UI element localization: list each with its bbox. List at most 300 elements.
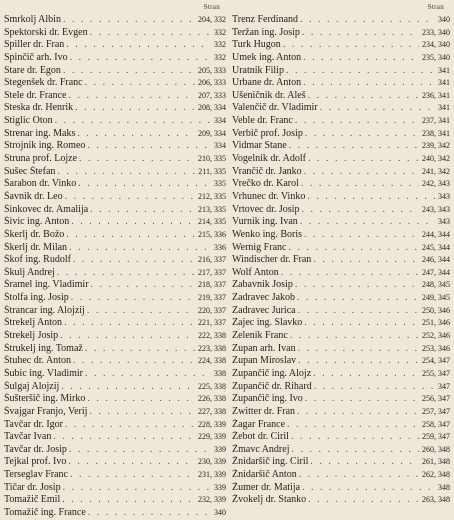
leader-dots (69, 216, 195, 229)
entry-name: Zupančič ing. Alojz (232, 367, 312, 379)
index-entry (232, 140, 450, 153)
entry-name: Wolf Anton (232, 266, 279, 278)
entry-pages: 251, 346 (422, 318, 450, 328)
leader-dots (299, 178, 419, 191)
entry-pages: 259, 347 (422, 432, 450, 442)
entry-pages: 209, 334 (198, 128, 226, 138)
entry-pages: 214, 335 (198, 217, 226, 227)
index-entry (232, 456, 450, 469)
entry-pages: 220, 337 (198, 305, 226, 315)
entry-name: Štolfa ing. Josip (4, 292, 69, 304)
entry-name: Zabavnik Josip (232, 279, 293, 291)
entry-name: Žmavc Andrej (232, 443, 290, 455)
entry-pages: 236, 341 (422, 90, 450, 100)
index-entry (232, 115, 450, 128)
entry-name: Škerlj dr. Milan (4, 241, 68, 253)
leader-dots (306, 90, 419, 103)
entry-pages: 340 (214, 507, 226, 517)
leader-dots (287, 140, 419, 153)
entry-name: Zajec ing. Slavko (232, 317, 303, 329)
entry-name: Valenčič dr. Vladimir (232, 102, 318, 114)
entry-name: Žnidaršič Anton (232, 469, 297, 481)
entry-pages: 253, 346 (422, 343, 450, 353)
entry-name: Tavčar Ivan (4, 431, 52, 443)
entry-pages: 208, 334 (198, 103, 226, 113)
entry-pages: 340 (438, 15, 450, 24)
entry-pages: 334 (214, 116, 226, 126)
index-entry (232, 204, 450, 217)
entry-name: Žumer dr. Matija (232, 481, 301, 493)
index-entry (4, 115, 226, 128)
leader-dots (67, 242, 211, 255)
index-entry (232, 279, 450, 292)
index-entry (4, 254, 226, 267)
entry-name: Turk Hugon (232, 39, 281, 51)
leader-dots (68, 52, 211, 65)
index-entry (232, 39, 450, 52)
index-entry (4, 27, 226, 40)
index-entry (232, 444, 450, 457)
entry-name: Wernig Franc (232, 241, 287, 253)
index-entry (232, 368, 450, 381)
entry-name: Šubic ing. Vladimir (4, 367, 83, 379)
leader-dots (71, 254, 195, 267)
entry-name: Štuhec dr. Anton (4, 355, 71, 367)
entry-pages: 246, 344 (422, 255, 450, 265)
column-header-right: Stran (427, 3, 444, 11)
entry-name: Vrhunec dr. Vinko (232, 190, 306, 202)
entry-name: Strojnik ing. Romeo (4, 140, 86, 152)
leader-dots (296, 343, 419, 356)
leader-dots (288, 330, 419, 343)
entry-pages: 256, 347 (422, 394, 450, 404)
index-column-left (4, 0, 226, 520)
entry-name: Tavčar dr. Josip (4, 443, 67, 455)
entry-name: Škulj Andrej (4, 266, 55, 278)
entry-pages: 249, 345 (422, 293, 450, 303)
entry-name: Veble dr. Franc (232, 115, 293, 127)
leader-dots (301, 52, 419, 65)
leader-dots (88, 27, 211, 40)
entry-pages: 229, 339 (198, 432, 226, 442)
leader-dots (295, 292, 419, 305)
leader-dots (295, 406, 419, 419)
entry-name: Stiglic Oton (4, 115, 53, 127)
leader-dots (306, 494, 419, 507)
entry-name: Zupan arh. Ivan (232, 342, 296, 354)
entry-name: Štrekelj Anton (4, 317, 63, 329)
leader-dots (293, 279, 419, 292)
leader-dots (305, 191, 435, 204)
entry-name: Wenko ing. Boris (232, 228, 303, 240)
index-entry (4, 90, 226, 103)
leader-dots (64, 229, 195, 242)
entry-pages: 334 (214, 141, 226, 151)
leader-dots (58, 330, 195, 343)
entry-pages: 216, 337 (198, 255, 226, 265)
leader-dots (302, 229, 419, 242)
entry-pages: 339 (214, 482, 226, 492)
index-entry (4, 166, 226, 179)
entry-name: Tejkal prof. Ivo (4, 456, 67, 468)
entry-name: Šramel ing. Vladimir (4, 279, 89, 291)
entry-pages: 206, 333 (198, 78, 226, 88)
index-entry (4, 279, 226, 292)
entry-name: Šulgaj Alojzij (4, 380, 60, 392)
index-entry (232, 166, 450, 179)
index-entry (4, 482, 226, 495)
entry-pages: 347 (438, 381, 450, 391)
index-entry (232, 393, 450, 406)
index-entry (4, 191, 226, 204)
entry-pages: 244, 344 (422, 229, 450, 239)
index-entry (232, 14, 450, 27)
entry-name: Žvokelj dr. Stanko (232, 494, 307, 506)
index-entry (232, 419, 450, 432)
index-entry (4, 456, 226, 469)
entry-pages: 257, 347 (422, 406, 450, 416)
index-entry (232, 27, 450, 40)
leader-dots (55, 267, 195, 280)
entry-pages: 254, 347 (422, 356, 450, 366)
entry-name: Zupančič ing. Ivo (232, 393, 303, 405)
entry-pages: 237, 341 (422, 116, 450, 126)
entry-pages: 231, 339 (198, 470, 226, 480)
entry-name: Žagar France (232, 418, 286, 430)
index-entry (232, 242, 450, 255)
entry-pages: 238, 341 (422, 128, 450, 138)
entry-pages: 263, 348 (422, 495, 450, 505)
entry-name: Stele dr. France (4, 89, 67, 101)
index-entry (232, 90, 450, 103)
entry-pages: 339 (214, 444, 226, 454)
leader-dots (61, 14, 195, 27)
index-entry (4, 140, 226, 153)
index-entry (4, 444, 226, 457)
entry-pages: 240, 342 (422, 154, 450, 164)
leader-dots (51, 431, 195, 444)
leader-dots (300, 27, 419, 40)
leader-dots (86, 507, 211, 520)
index-entry (4, 494, 226, 507)
entry-name: Vrečko dr. Karol (232, 178, 299, 190)
entry-name: Žebot dr. Ciril (232, 431, 289, 443)
entry-pages: 338 (214, 368, 226, 378)
entry-pages: 241, 342 (422, 166, 450, 176)
index-column-right (232, 0, 450, 507)
leader-dots (303, 393, 419, 406)
index-entry (4, 343, 226, 356)
entry-name: Vrančič dr. Janko (232, 165, 302, 177)
entry-pages: 242, 343 (422, 179, 450, 189)
entry-name: Vogelnik dr. Adolf (232, 153, 306, 165)
index-entry (4, 242, 226, 255)
leader-dots (75, 128, 195, 141)
entry-name: Urbane dr. Anton (232, 77, 302, 89)
entry-pages: 332 (214, 52, 226, 62)
entry-name: Tavčar dr. Igor (4, 418, 63, 430)
entry-pages: 225, 338 (198, 381, 226, 391)
index-entry (4, 267, 226, 280)
index-entry (4, 368, 226, 381)
leader-dots (301, 77, 435, 90)
entry-pages: 227, 338 (198, 406, 226, 416)
index-entry (232, 191, 450, 204)
leader-dots (59, 381, 195, 394)
entry-pages: 243, 343 (422, 204, 450, 214)
index-entry (232, 406, 450, 419)
index-entry (4, 128, 226, 141)
leader-dots (281, 39, 419, 52)
index-entry (4, 330, 226, 343)
leader-dots (306, 153, 419, 166)
leader-dots (311, 368, 419, 381)
index-entry (232, 153, 450, 166)
entry-name: Švajgar Franjo, Verij (4, 405, 88, 417)
entry-name: Teržan ing. Josip (232, 26, 300, 38)
index-entry (4, 419, 226, 432)
entry-pages: 215, 336 (198, 229, 226, 239)
entry-pages: 228, 339 (198, 419, 226, 429)
leader-dots (77, 153, 195, 166)
leader-dots (62, 317, 195, 330)
entry-name: Verbič prof. Josip (232, 127, 303, 139)
entry-list-right (232, 14, 450, 507)
index-entry (4, 153, 226, 166)
entry-pages: 262, 348 (422, 470, 450, 480)
entry-name: Tičar dr. Josip (4, 481, 61, 493)
entry-pages: 343 (438, 217, 450, 227)
leader-dots (289, 431, 419, 444)
entry-name: Zwitter dr. Fran (232, 405, 296, 417)
entry-pages: 212, 335 (198, 191, 226, 201)
index-entry (232, 317, 450, 330)
entry-name: Ušeničnik dr. Aleš (232, 89, 306, 101)
entry-name: Sušec Štefan (4, 165, 56, 177)
leader-dots (302, 317, 419, 330)
entry-name: Škof ing. Rudolf (4, 254, 71, 266)
index-entry (232, 52, 450, 65)
entry-name: Trenz Ferdinand (232, 14, 299, 25)
leader-dots (299, 204, 419, 217)
entry-pages: 232, 339 (198, 495, 226, 505)
index-entry (232, 482, 450, 495)
entry-pages: 223, 338 (198, 343, 226, 353)
leader-dots (318, 102, 435, 115)
entry-pages: 260, 348 (422, 444, 450, 454)
leader-dots (73, 102, 195, 115)
entry-pages: 234, 340 (422, 40, 450, 50)
entry-name: Windischer dr. Fran (232, 254, 312, 266)
index-entry (4, 292, 226, 305)
leader-dots (61, 65, 195, 78)
entry-name: Terseglav Franc (4, 469, 68, 481)
entry-pages: 335 (214, 179, 226, 189)
entry-name: Šivic ing. Anton (4, 216, 70, 228)
entry-pages: 230, 339 (198, 457, 226, 467)
entry-pages: 235, 340 (422, 52, 450, 62)
leader-dots (64, 39, 211, 52)
entry-pages: 233, 340 (422, 27, 450, 37)
entry-pages: 255, 347 (422, 368, 450, 378)
entry-pages: 336 (214, 242, 226, 252)
entry-pages: 341 (438, 103, 450, 113)
index-entry (4, 65, 226, 78)
index-entry (4, 507, 226, 520)
entry-pages: 207, 333 (198, 90, 226, 100)
entry-name: Spiller dr. Fran (4, 39, 65, 51)
entry-name: Žnidaršič ing. Ciril (232, 456, 309, 468)
leader-dots (303, 128, 419, 141)
entry-pages: 341 (438, 65, 450, 75)
entry-name: Zupan Miroslav (232, 355, 297, 367)
entry-name: Uratnik Filip (232, 64, 284, 76)
leader-dots (66, 90, 195, 103)
entry-pages: 348 (438, 482, 450, 492)
leader-dots (85, 393, 195, 406)
entry-pages: 205, 333 (198, 65, 226, 75)
leader-dots (293, 115, 419, 128)
index-entry (232, 65, 450, 78)
entry-pages: 261, 348 (422, 457, 450, 467)
leader-dots (298, 14, 435, 27)
entry-pages: 224, 338 (198, 356, 226, 366)
column-header-left: Stran (203, 3, 220, 11)
leader-dots (89, 279, 195, 292)
entry-name: Šarabon dr. Vinko (4, 178, 77, 190)
entry-pages: 213, 335 (198, 204, 226, 214)
index-entry (4, 178, 226, 191)
index-entry (232, 494, 450, 507)
entry-pages: 332 (214, 27, 226, 37)
entry-pages: 252, 346 (422, 331, 450, 341)
entry-pages: 226, 338 (198, 394, 226, 404)
leader-dots (63, 419, 195, 432)
leader-dots (63, 191, 195, 204)
index-entry (232, 305, 450, 318)
index-entry (4, 77, 226, 90)
index-entry (4, 317, 226, 330)
leader-dots (53, 115, 211, 128)
entry-pages: 210, 335 (198, 154, 226, 164)
leader-dots (66, 456, 195, 469)
leader-dots (60, 494, 195, 507)
index-entry (232, 229, 450, 242)
index-entry (4, 431, 226, 444)
leader-dots (296, 355, 419, 368)
entry-name: Spinčič arh. Ivo (4, 51, 68, 63)
entry-name: Strenar ing. Maks (4, 127, 76, 139)
entry-pages: 222, 338 (198, 331, 226, 341)
entry-name: Šušteršič ing. Mirko (4, 393, 86, 405)
leader-dots (83, 343, 195, 356)
entry-pages: 245, 344 (422, 242, 450, 252)
entry-list-left (4, 14, 226, 520)
leader-dots (289, 444, 419, 457)
index-entry (232, 343, 450, 356)
leader-dots (88, 204, 195, 217)
index-entry (4, 305, 226, 318)
index-entry (232, 178, 450, 191)
index-entry (4, 102, 226, 115)
index-entry (232, 254, 450, 267)
entry-name: Struna prof. Lojze (4, 153, 78, 165)
entry-name: Umek ing. Anton (232, 51, 302, 63)
entry-pages: 247, 344 (422, 267, 450, 277)
index-entry (232, 431, 450, 444)
leader-dots (85, 305, 195, 318)
entry-pages: 219, 337 (198, 293, 226, 303)
leader-dots (286, 242, 419, 255)
leader-dots (61, 482, 211, 495)
leader-dots (296, 305, 419, 318)
leader-dots (87, 406, 195, 419)
entry-name: Tomažič ing. France (4, 506, 86, 518)
entry-name: Štrekelj Josip (4, 330, 59, 342)
index-entry (232, 77, 450, 90)
index-entry (4, 52, 226, 65)
entry-name: Steska dr. Henrik (4, 102, 74, 114)
entry-pages: 341 (438, 78, 450, 88)
index-entry (232, 355, 450, 368)
index-entry (4, 406, 226, 419)
entry-name: Štrukelj ing. Tomaž (4, 342, 83, 354)
index-entry (4, 355, 226, 368)
entry-pages: 250, 346 (422, 305, 450, 315)
leader-dots (300, 482, 435, 495)
leader-dots (279, 267, 419, 280)
entry-name: Zupančič dr. Rihard (232, 380, 312, 392)
leader-dots (83, 77, 195, 90)
entry-pages: 258, 347 (422, 419, 450, 429)
leader-dots (55, 166, 195, 179)
index-entry (4, 229, 226, 242)
entry-name: Škerlj dr. Božo (4, 228, 65, 240)
entry-name: Šinkovec dr. Amalija (4, 203, 89, 215)
entry-name: Vrtovec dr. Josip (232, 203, 300, 215)
leader-dots (284, 65, 435, 78)
leader-dots (302, 166, 419, 179)
index-entry (4, 393, 226, 406)
entry-name: Zadravec Jurica (232, 304, 296, 316)
entry-pages: 218, 337 (198, 280, 226, 290)
index-entry (4, 204, 226, 217)
leader-dots (85, 140, 211, 153)
leader-dots (311, 254, 419, 267)
leader-dots (83, 368, 211, 381)
index-entry (232, 216, 450, 229)
entry-pages: 332 (214, 40, 226, 50)
leader-dots (71, 355, 195, 368)
index-entry (232, 102, 450, 115)
entry-name: Zadravec Jakob (232, 292, 296, 304)
leader-dots (312, 381, 435, 394)
entry-name: Vidmar Stane (232, 140, 287, 152)
entry-name: Šavnik dr. Leo (4, 190, 63, 202)
leader-dots (69, 292, 195, 305)
entry-pages: 343 (438, 191, 450, 201)
index-entry (4, 381, 226, 394)
index-entry (232, 267, 450, 280)
entry-pages: 204, 332 (198, 15, 226, 24)
index-entry (4, 216, 226, 229)
leader-dots (67, 444, 211, 457)
leader-dots (76, 178, 211, 191)
leader-dots (308, 456, 419, 469)
leader-dots (298, 216, 435, 229)
index-entry (4, 14, 226, 27)
entry-name: Smrkolj Albin (4, 14, 61, 25)
